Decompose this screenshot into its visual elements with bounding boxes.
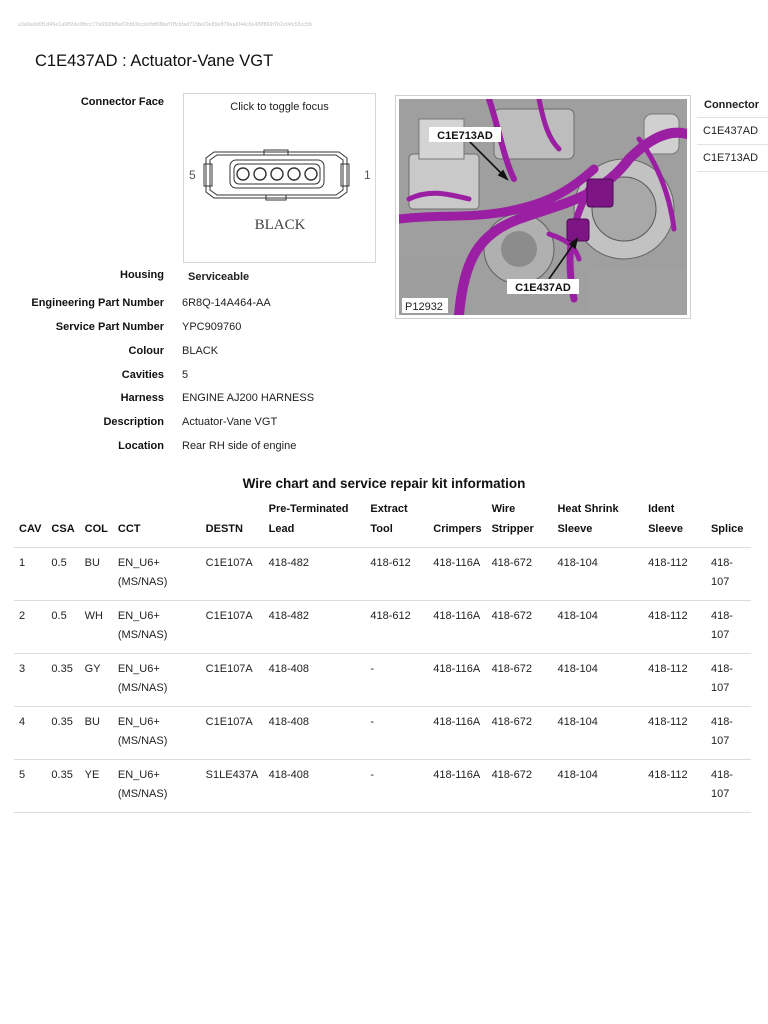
- cell-crimpers: 418-116A: [428, 548, 486, 601]
- engineering-part-number-label: Engineering Part Number: [31, 297, 164, 309]
- engineering-part-number-value: 6R8Q-14A464-AA: [182, 297, 271, 309]
- cell-pre-terminated-lead: 418-482: [264, 548, 366, 601]
- cell-cav: 2: [14, 601, 46, 654]
- cell-crimpers: 418-116A: [428, 601, 486, 654]
- cell-csa: 0.5: [46, 601, 79, 654]
- cell-extract-tool: -: [365, 760, 428, 813]
- pin-label-right: 1: [364, 168, 371, 182]
- cell-pre-terminated-lead: 418-482: [264, 601, 366, 654]
- col-header-wire-stripper: Wire Stripper: [487, 496, 553, 548]
- cell-splice: 418-107: [706, 548, 751, 601]
- table-row: [14, 601, 751, 654]
- table-row: [14, 548, 751, 601]
- cell-ident-sleeve: 418-112: [643, 548, 706, 601]
- pin-label-left: 5: [189, 168, 196, 182]
- cell-cav: 4: [14, 707, 46, 760]
- cell-destn: C1E107A: [201, 601, 264, 654]
- harness-label: Harness: [120, 392, 164, 404]
- col-header-ident-sleeve: Ident Sleeve: [643, 496, 706, 548]
- table-row: [14, 760, 751, 813]
- wire-chart-header-row: [14, 496, 751, 548]
- housing-label: Housing: [120, 269, 164, 281]
- table-row: [14, 654, 751, 707]
- cell-splice: 418-107: [706, 760, 751, 813]
- cell-cav: 3: [14, 654, 46, 707]
- cell-destn: S1LE437A: [201, 760, 264, 813]
- harness-value: ENGINE AJ200 HARNESS: [182, 392, 315, 404]
- connector-colour-text: BLACK: [254, 217, 306, 233]
- cell-cct: EN_U6+ (MS/NAS): [113, 707, 201, 760]
- connector-link[interactable]: C1E437AD: [697, 118, 768, 145]
- pin-cavity: [305, 168, 317, 180]
- colour-label: Colour: [128, 345, 164, 357]
- cell-col: BU: [80, 548, 113, 601]
- col-header-col: COL: [80, 496, 113, 548]
- cell-heat-shrink-sleeve: 418-104: [552, 548, 643, 601]
- cell-ident-sleeve: 418-112: [643, 707, 706, 760]
- cell-wire-stripper: 418-672: [487, 760, 553, 813]
- toggle-focus-hint[interactable]: Click to toggle focus: [230, 101, 329, 113]
- cavities-label: Cavities: [121, 369, 164, 381]
- cell-col: WH: [80, 601, 113, 654]
- connector-face-label: Connector Face: [80, 96, 164, 108]
- cell-cct: EN_U6+ (MS/NAS): [113, 654, 201, 707]
- cell-cav: 5: [14, 760, 46, 813]
- col-header-crimpers: Crimpers: [428, 496, 486, 548]
- cell-ident-sleeve: 418-112: [643, 654, 706, 707]
- col-header-pre-terminated-lead: Pre-Terminated Lead: [264, 496, 366, 548]
- cell-extract-tool: -: [365, 707, 428, 760]
- wire-chart-table: [14, 496, 751, 813]
- description-value: Actuator-Vane VGT: [182, 416, 278, 428]
- callout-bottom-text: C1E437AD: [515, 282, 571, 294]
- pin-cavity: [271, 168, 283, 180]
- page-title: C1E437AD : Actuator-Vane VGT: [35, 52, 274, 70]
- cell-cct: EN_U6+ (MS/NAS): [113, 760, 201, 813]
- col-header-csa: CSA: [46, 496, 79, 548]
- cell-col: GY: [80, 654, 113, 707]
- engine-photo-illustration: [399, 99, 687, 315]
- location-photo[interactable]: [395, 95, 691, 319]
- housing-value: Serviceable: [188, 271, 250, 283]
- cell-extract-tool: -: [365, 654, 428, 707]
- connectors-panel: [697, 93, 768, 172]
- col-header-splice: Splice: [706, 496, 751, 548]
- cell-extract-tool: 418-612: [365, 548, 428, 601]
- cell-wire-stripper: 418-672: [487, 707, 553, 760]
- connector-drawing: [184, 94, 375, 262]
- cell-pre-terminated-lead: 418-408: [264, 760, 366, 813]
- callout-top-text: C1E713AD: [437, 130, 493, 142]
- description-label: Description: [103, 416, 164, 428]
- cell-col: YE: [80, 760, 113, 813]
- connectors-header: Connector: [697, 93, 768, 118]
- cell-destn: C1E107A: [201, 654, 264, 707]
- cell-wire-stripper: 418-672: [487, 601, 553, 654]
- col-header-cav: CAV: [14, 496, 46, 548]
- cell-ident-sleeve: 418-112: [643, 601, 706, 654]
- cell-cct: EN_U6+ (MS/NAS): [113, 548, 201, 601]
- connector-link[interactable]: C1E713AD: [697, 145, 768, 172]
- connector-face-diagram[interactable]: [183, 93, 376, 263]
- cell-crimpers: 418-116A: [428, 760, 486, 813]
- cell-csa: 0.35: [46, 760, 79, 813]
- cell-destn: C1E107A: [201, 548, 264, 601]
- cavities-value: 5: [182, 369, 189, 381]
- col-header-extract-tool: Extract Tool: [365, 496, 428, 548]
- cell-splice: 418-107: [706, 601, 751, 654]
- cell-extract-tool: 418-612: [365, 601, 428, 654]
- cell-pre-terminated-lead: 418-408: [264, 707, 366, 760]
- cell-crimpers: 418-116A: [428, 707, 486, 760]
- cell-wire-stripper: 418-672: [487, 654, 553, 707]
- cell-destn: C1E107A: [201, 707, 264, 760]
- cell-heat-shrink-sleeve: 418-104: [552, 760, 643, 813]
- location-value: Rear RH side of engine: [182, 440, 297, 452]
- pin-cavity: [237, 168, 249, 180]
- cell-wire-stripper: 418-672: [487, 548, 553, 601]
- cell-pre-terminated-lead: 418-408: [264, 654, 366, 707]
- cell-csa: 0.35: [46, 707, 79, 760]
- cell-cav: 1: [14, 548, 46, 601]
- col-header-destn: DESTN: [201, 496, 264, 548]
- table-row: [14, 707, 751, 760]
- cell-crimpers: 418-116A: [428, 654, 486, 707]
- url-text: a3a9a9d0f1d45e1a9ff2de3fbcc77a930fbf9ef2bfd3fccb0fdf08bef7ffcbfad71fde20e89e879ea6f44c6c4f9f860f7b2cf4fc65cc5b: [18, 22, 312, 28]
- cell-splice: 418-107: [706, 654, 751, 707]
- pin-cavity: [288, 168, 300, 180]
- service-part-number-label: Service Part Number: [55, 321, 164, 333]
- cell-heat-shrink-sleeve: 418-104: [552, 707, 643, 760]
- col-header-cct: CCT: [113, 496, 201, 548]
- cell-splice: 418-107: [706, 707, 751, 760]
- col-header-heat-shrink-sleeve: Heat Shrink Sleeve: [552, 496, 643, 548]
- cell-col: BU: [80, 707, 113, 760]
- service-part-number-value: YPC909760: [182, 321, 242, 333]
- location-label: Location: [118, 440, 164, 452]
- cell-ident-sleeve: 418-112: [643, 760, 706, 813]
- pin-cavity: [254, 168, 266, 180]
- cell-heat-shrink-sleeve: 418-104: [552, 601, 643, 654]
- figure-id-text: P12932: [405, 301, 443, 313]
- wire-chart-title: Wire chart and service repair kit information: [242, 476, 526, 491]
- cell-cct: EN_U6+ (MS/NAS): [113, 601, 201, 654]
- cell-csa: 0.35: [46, 654, 79, 707]
- cell-csa: 0.5: [46, 548, 79, 601]
- colour-value: BLACK: [182, 345, 219, 357]
- cell-heat-shrink-sleeve: 418-104: [552, 654, 643, 707]
